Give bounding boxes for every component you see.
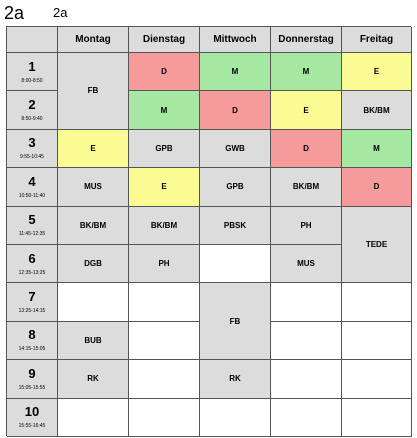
lesson-cell[interactable]: M bbox=[342, 130, 412, 168]
period-label bbox=[7, 245, 58, 283]
lesson-cell[interactable]: RK bbox=[200, 360, 271, 398]
period-label bbox=[7, 53, 58, 91]
lesson-cell[interactable]: E bbox=[58, 130, 129, 168]
lesson-cell[interactable]: BK/BM bbox=[129, 207, 200, 245]
lesson-cell[interactable]: M bbox=[271, 53, 342, 91]
corner-cell bbox=[7, 27, 58, 53]
empty-lesson-cell[interactable] bbox=[342, 283, 412, 321]
lesson-cell[interactable]: BUB bbox=[58, 322, 129, 360]
empty-lesson-cell[interactable] bbox=[129, 322, 200, 360]
lesson-cell[interactable]: E bbox=[271, 91, 342, 129]
lesson-cell[interactable]: BK/BM bbox=[58, 207, 129, 245]
lesson-cell[interactable]: BK/BM bbox=[271, 168, 342, 206]
empty-lesson-cell[interactable] bbox=[271, 399, 342, 437]
lesson-cell[interactable]: E bbox=[129, 168, 200, 206]
period-number: 2 bbox=[28, 97, 36, 113]
period-label bbox=[7, 130, 58, 168]
period-number: 8 bbox=[28, 327, 36, 343]
empty-lesson-cell[interactable] bbox=[129, 360, 200, 398]
lesson-cell[interactable]: MUS bbox=[58, 168, 129, 206]
empty-lesson-cell[interactable] bbox=[342, 322, 412, 360]
period-time: 15:55-16:45 bbox=[18, 423, 46, 430]
period-time: 10:50-11:40 bbox=[18, 192, 46, 199]
period-number: 9 bbox=[28, 365, 36, 381]
day-header-mittwoch: Mittwoch bbox=[200, 27, 271, 53]
lesson-cell[interactable]: FB bbox=[200, 283, 271, 360]
lesson-cell[interactable]: GWB bbox=[200, 130, 271, 168]
lesson-cell[interactable]: D bbox=[342, 168, 412, 206]
lesson-cell[interactable]: BK/BM bbox=[342, 91, 412, 129]
period-time: 8:00-8:50 bbox=[21, 77, 43, 84]
empty-lesson-cell[interactable] bbox=[58, 399, 129, 437]
empty-lesson-cell[interactable] bbox=[271, 360, 342, 398]
period-number: 10 bbox=[24, 404, 40, 420]
period-label bbox=[7, 283, 58, 321]
empty-lesson-cell[interactable] bbox=[200, 399, 271, 437]
lesson-cell[interactable]: M bbox=[129, 91, 200, 129]
period-time: 8:50-9:40 bbox=[21, 116, 43, 123]
period-label bbox=[7, 360, 58, 398]
lesson-cell[interactable]: D bbox=[200, 91, 271, 129]
lesson-cell[interactable]: M bbox=[200, 53, 271, 91]
period-label bbox=[7, 207, 58, 245]
empty-lesson-cell[interactable] bbox=[342, 360, 412, 398]
lesson-cell[interactable]: PBSK bbox=[200, 207, 271, 245]
empty-lesson-cell[interactable] bbox=[129, 399, 200, 437]
day-header-montag: Montag bbox=[58, 27, 129, 53]
period-time: 11:45-12:35 bbox=[18, 231, 46, 238]
lesson-cell[interactable]: D bbox=[129, 53, 200, 91]
period-time: 9:55-10:45 bbox=[20, 154, 44, 161]
period-number: 3 bbox=[28, 135, 36, 151]
lesson-cell[interactable]: PH bbox=[129, 245, 200, 283]
empty-lesson-cell[interactable] bbox=[58, 283, 129, 321]
empty-lesson-cell[interactable] bbox=[271, 283, 342, 321]
period-time: 12:35-13:25 bbox=[18, 269, 46, 276]
lesson-cell[interactable]: MUS bbox=[271, 245, 342, 283]
day-header-donnerstag: Donnerstag bbox=[271, 27, 342, 53]
empty-lesson-cell[interactable] bbox=[271, 322, 342, 360]
period-time: 14:15-15:05 bbox=[18, 346, 46, 353]
period-label bbox=[7, 168, 58, 206]
period-number: 7 bbox=[28, 289, 36, 305]
empty-lesson-cell[interactable] bbox=[129, 283, 200, 321]
page-title: 2a bbox=[4, 3, 25, 23]
timetable-grid bbox=[6, 26, 411, 436]
lesson-cell[interactable]: PH bbox=[271, 207, 342, 245]
period-label bbox=[7, 399, 58, 437]
period-time: 15:05-15:55 bbox=[18, 384, 46, 391]
empty-lesson-cell[interactable] bbox=[200, 245, 271, 283]
lesson-cell[interactable]: TEDE bbox=[342, 207, 412, 284]
class-label: 2a bbox=[53, 5, 68, 20]
lesson-cell[interactable]: GPB bbox=[200, 168, 271, 206]
period-number: 4 bbox=[28, 173, 36, 189]
day-header-freitag: Freitag bbox=[342, 27, 412, 53]
lesson-cell[interactable]: D bbox=[271, 130, 342, 168]
period-time: 13:25-14:15 bbox=[18, 308, 46, 315]
lesson-cell[interactable]: FB bbox=[58, 53, 129, 130]
lesson-cell[interactable]: DGB bbox=[58, 245, 129, 283]
period-number: 5 bbox=[28, 212, 36, 228]
period-label bbox=[7, 322, 58, 360]
lesson-cell[interactable]: RK bbox=[58, 360, 129, 398]
period-number: 1 bbox=[28, 58, 36, 74]
period-label bbox=[7, 91, 58, 129]
empty-lesson-cell[interactable] bbox=[342, 399, 412, 437]
period-number: 6 bbox=[28, 250, 36, 266]
lesson-cell[interactable]: GPB bbox=[129, 130, 200, 168]
lesson-cell[interactable]: E bbox=[342, 53, 412, 91]
day-header-dienstag: Dienstag bbox=[129, 27, 200, 53]
